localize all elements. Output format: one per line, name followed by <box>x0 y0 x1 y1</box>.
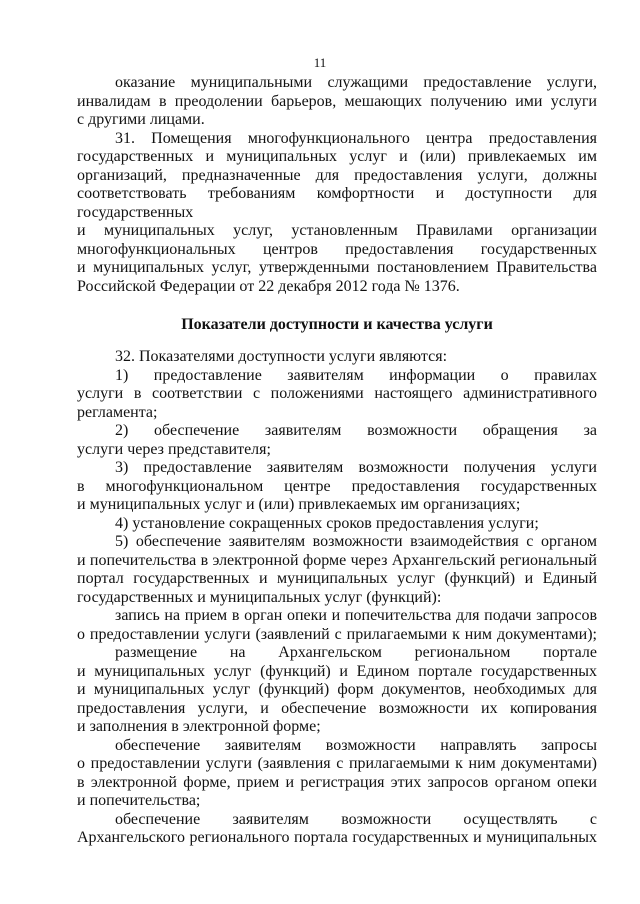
text-line: в электронной форме, прием и регистрация этих запросов органом опеки <box>77 773 597 791</box>
page-number: 11 <box>313 55 327 70</box>
text-line: организаций, предназначенные для предоставления услуги, должны <box>77 166 597 184</box>
text-line: соответствовать требованиям комфортности и доступности для <box>77 185 597 202</box>
text-line: и муниципальных услуг (функций) и Едином портале государственных <box>77 662 597 680</box>
text-line: услуги через представителя; <box>77 440 271 458</box>
paragraphs-after-heading <box>77 348 597 848</box>
text-line: оказание муниципальными служащими предоставление услуги, <box>115 74 597 91</box>
text-line: предоставления услуги, и обеспечение возможности их копирования <box>77 699 597 717</box>
text-line: и попечительства в электронной форме через Архангельский региональный <box>77 551 597 569</box>
text-line: и муниципальных услуг (функций) форм документов, необходимых для <box>77 681 597 698</box>
text-line: портал государственных и муниципальных услуг (функций) и Единый <box>77 570 597 587</box>
text-line: 32. Показателями доступности услуги являются: <box>115 348 448 365</box>
text-line: государственных и муниципальных услуг и (или) привлекаемых им <box>77 148 597 165</box>
text-line: о предоставлении услуги (заявления с прилагаемыми к ним документами) <box>77 755 597 772</box>
text-line: обеспечение заявителям возможности направлять запросы <box>115 736 597 754</box>
section-heading: Показатели доступности и качества услуги <box>181 316 493 333</box>
text-line: и попечительства; <box>77 792 201 809</box>
text-line: 31. Помещения многофункционального центра предоставления <box>115 129 597 147</box>
text-line: о предоставлении услуги (заявлений с прилагаемыми к ним документами); <box>77 625 597 643</box>
text-line: услуги в соответствии с положениями настоящего административного <box>77 385 597 402</box>
text-line: запись на прием в орган опеки и попечительства для подачи запросов <box>115 607 597 624</box>
text-line: Архангельского регионального портала государственных и муниципальных <box>77 829 597 846</box>
text-line: инвалидам в преодолении барьеров, мешающих получению ими услуги <box>77 92 597 110</box>
text-line: 3) предоставление заявителям возможности получения услуги <box>115 459 597 476</box>
text-line: с другими лицами. <box>77 111 205 128</box>
text-line: Российской Федерации от 22 декабря 2012 года № 1376. <box>77 277 460 295</box>
paragraphs-before-heading <box>77 74 597 296</box>
text-line: 4) установление сокращенных сроков предоставления услуги; <box>115 514 539 532</box>
text-line: и муниципальных услуг и (или) привлекаемых им организациях; <box>77 496 521 513</box>
text-line: государственных и муниципальных услуг (функций): <box>77 588 442 606</box>
text-line: в многофункциональном центре предоставления государственных <box>77 477 597 495</box>
document-body <box>77 74 597 848</box>
text-line: и заполнения в электронной форме; <box>77 718 321 735</box>
text-line: обеспечение заявителям возможности осуществлять с <box>115 810 597 828</box>
text-line: многофункциональных центров предоставления государственных <box>77 240 597 258</box>
text-line: и муниципальных услуг, утвержденными постановлением Правительства <box>77 259 597 276</box>
text-line: государственных <box>77 203 194 221</box>
text-line: и муниципальных услуг, установленным Правилами организации <box>77 222 597 239</box>
text-line: размещение на Архангельском региональном портале <box>115 644 597 661</box>
text-line: 1) предоставление заявителям информации о правилах <box>115 366 597 384</box>
text-line: регламента; <box>77 403 158 421</box>
text-line: 5) обеспечение заявителям возможности взаимодействия с органом <box>115 533 597 550</box>
text-line: 2) обеспечение заявителям возможности обращения за <box>115 422 597 439</box>
